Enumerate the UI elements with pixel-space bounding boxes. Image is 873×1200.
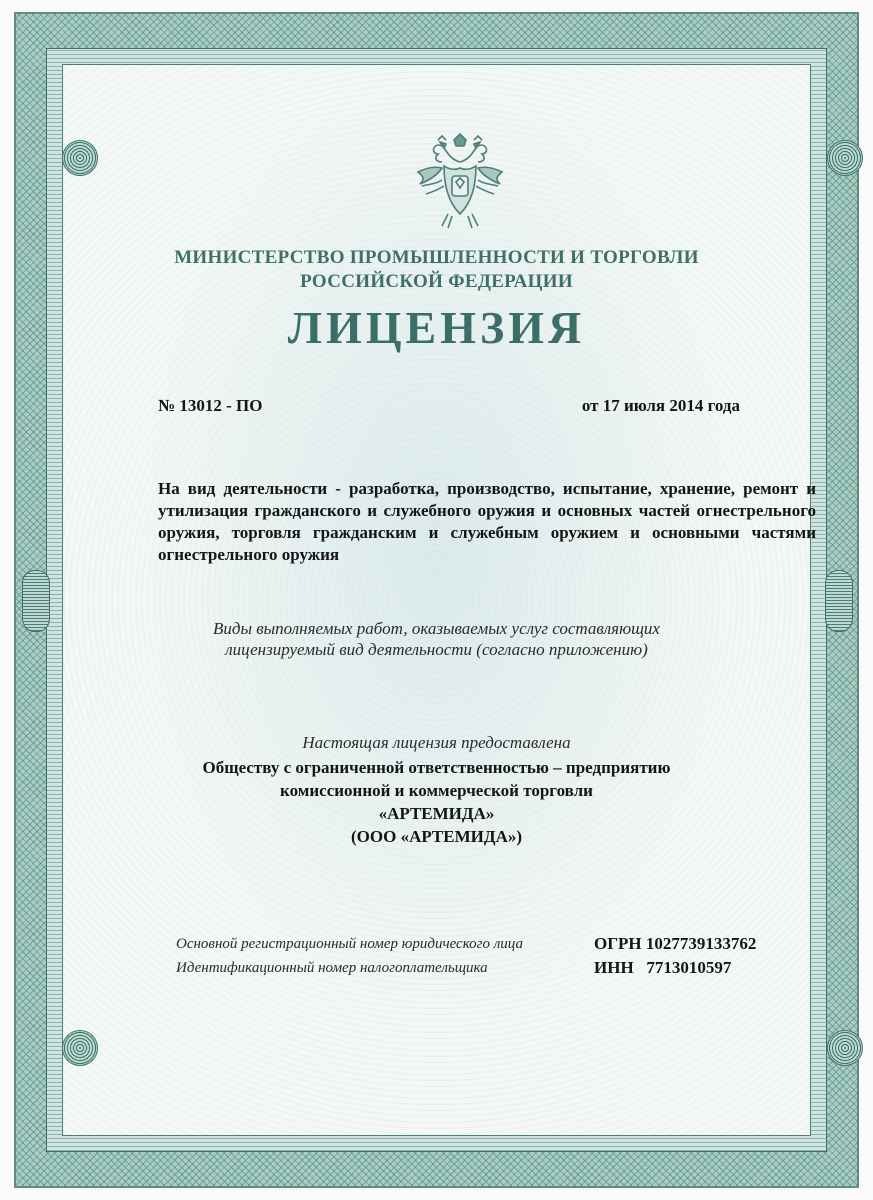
organization-line2: комиссионной и коммерческой торговли — [280, 781, 593, 800]
organization-line1: Обществу с ограниченной ответственностью – предприятию — [202, 758, 671, 777]
rosette-ornament-icon — [62, 140, 98, 176]
ogrn-label: Основной регистрационный номер юридического лица — [176, 936, 523, 952]
ogrn-value: ОГРН 1027739133762 — [594, 934, 757, 953]
license-number: № 13012 - ПО — [158, 396, 263, 415]
rosette-ornament-icon — [827, 1030, 863, 1066]
ministry-name-line1: МИНИСТЕРСТВО ПРОМЫШЛЕННОСТИ И ТОРГОВЛИ — [174, 247, 699, 268]
granted-label: Настоящая лицензия предоставлена — [302, 733, 571, 752]
organization-line4: (ООО «АРТЕМИДА») — [350, 827, 523, 846]
organization-line3: «АРТЕМИДА» — [378, 804, 495, 823]
types-of-work-line1: Виды выполняемых работ, оказываемых услуг составляющих — [213, 619, 660, 638]
side-ornament-icon — [22, 570, 50, 632]
inn-label: Идентификационный номер налогоплательщика — [176, 960, 488, 976]
document-title: ЛИЦЕНЗИЯ — [287, 302, 586, 353]
side-ornament-icon — [825, 570, 853, 632]
licensee-organization — [120, 756, 753, 848]
types-of-work-note — [120, 618, 753, 660]
license-date: от 17 июля 2014 года — [581, 396, 740, 415]
double-headed-eagle-emblem-icon — [408, 132, 512, 232]
activity-description: На вид деятельности - разработка, производство, испытание, хранение, ремонт и утилизация гражданского и служебного оружия и основных частей огнестрельного оружия, торговля гражданским и служебным оружием и основными частями огнестрельного оружия — [158, 479, 816, 564]
rosette-ornament-icon — [827, 140, 863, 176]
ministry-name-line2: РОССИЙСКОЙ ФЕДЕРАЦИИ — [300, 271, 573, 292]
rosette-ornament-icon — [62, 1030, 98, 1066]
inn-value: ИНН 7713010597 — [594, 958, 732, 977]
types-of-work-line2: лицензируемый вид деятельности (согласно приложению) — [225, 640, 648, 659]
